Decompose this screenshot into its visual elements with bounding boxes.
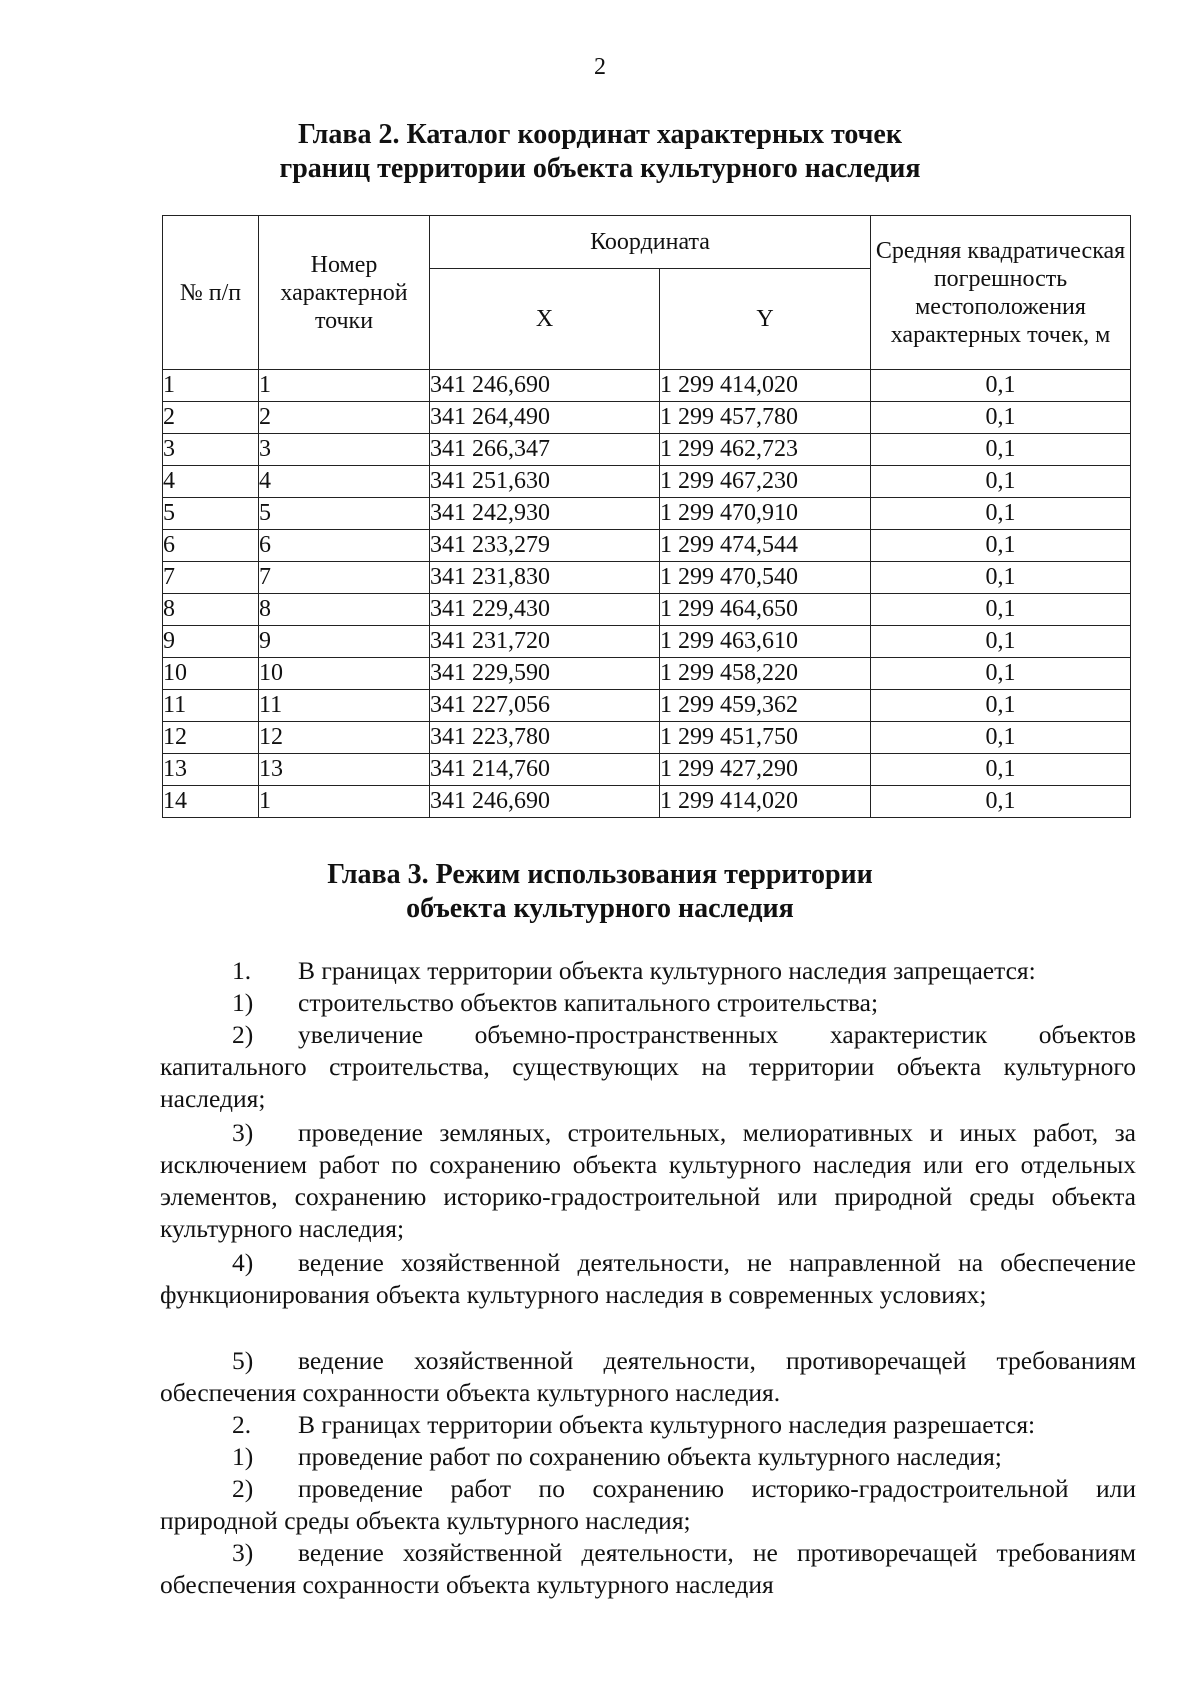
paragraph-1-2	[160, 1019, 1136, 1115]
paragraph-label: 2)	[232, 1474, 254, 1503]
cell-x: 341 214,760	[430, 754, 660, 786]
coordinates-table	[162, 215, 1131, 818]
cell-error: 0,1	[871, 658, 1131, 690]
paragraph-text: В границах территории объекта культурного наследия запрещается:	[298, 956, 1036, 985]
chapter-3-title	[0, 858, 1200, 926]
paragraph-2-3	[160, 1537, 1136, 1601]
header-y: Y	[660, 269, 871, 370]
cell-x: 341 246,690	[430, 370, 660, 402]
cell-y: 1 299 427,290	[660, 754, 871, 786]
cell-row-number: 7	[163, 562, 259, 594]
cell-point-number: 7	[259, 562, 430, 594]
table-row	[163, 754, 1131, 786]
cell-x: 341 231,720	[430, 626, 660, 658]
chapter-3-title-line-1: Глава 3. Режим использования территории	[327, 859, 873, 890]
cell-point-number: 13	[259, 754, 430, 786]
cell-point-number: 8	[259, 594, 430, 626]
cell-point-number: 2	[259, 402, 430, 434]
paragraph-label: 1)	[232, 1442, 254, 1471]
cell-row-number: 1	[163, 370, 259, 402]
table-row	[163, 786, 1131, 818]
cell-row-number: 12	[163, 722, 259, 754]
header-point-number: Номер характерной точки	[259, 216, 430, 370]
cell-row-number: 11	[163, 690, 259, 722]
cell-x: 341 264,490	[430, 402, 660, 434]
paragraph-1-5	[160, 1345, 1136, 1409]
cell-point-number: 4	[259, 466, 430, 498]
paragraph-text: ведение хозяйственной деятельности, противоречащей требованиям обеспечения сохранности объекта культурного наследия.	[160, 1346, 1136, 1407]
table-row	[163, 370, 1131, 402]
table-row	[163, 466, 1131, 498]
paragraph-2-1	[160, 1441, 1136, 1473]
cell-error: 0,1	[871, 466, 1131, 498]
cell-error: 0,1	[871, 722, 1131, 754]
cell-point-number: 11	[259, 690, 430, 722]
paragraph-text: ведение хозяйственной деятельности, не направленной на обеспечение функционирования объекта культурного наследия в современных условиях;	[160, 1248, 1136, 1309]
cell-y: 1 299 457,780	[660, 402, 871, 434]
paragraph-1-1	[160, 987, 1136, 1019]
table-row	[163, 690, 1131, 722]
paragraph-label: 2)	[232, 1020, 254, 1049]
cell-row-number: 4	[163, 466, 259, 498]
paragraph-label: 4)	[232, 1248, 254, 1277]
cell-x: 341 246,690	[430, 786, 660, 818]
cell-point-number: 5	[259, 498, 430, 530]
cell-row-number: 2	[163, 402, 259, 434]
cell-error: 0,1	[871, 434, 1131, 466]
paragraph-label: 2.	[232, 1410, 252, 1439]
cell-y: 1 299 414,020	[660, 786, 871, 818]
page-number: 2	[594, 54, 606, 80]
paragraph-text: проведение работ по сохранению объекта культурного наследия;	[298, 1442, 1002, 1471]
cell-row-number: 9	[163, 626, 259, 658]
chapter-2-title-line-1: Глава 2. Каталог координат характерных точек	[298, 119, 902, 150]
paragraph-2	[160, 1409, 1136, 1441]
cell-row-number: 10	[163, 658, 259, 690]
cell-x: 341 251,630	[430, 466, 660, 498]
cell-point-number: 3	[259, 434, 430, 466]
paragraph-text: строительство объектов капитального строительства;	[298, 988, 879, 1017]
table-row	[163, 562, 1131, 594]
cell-x: 341 223,780	[430, 722, 660, 754]
cell-row-number: 3	[163, 434, 259, 466]
cell-error: 0,1	[871, 370, 1131, 402]
table-row	[163, 594, 1131, 626]
cell-y: 1 299 470,540	[660, 562, 871, 594]
cell-error: 0,1	[871, 530, 1131, 562]
chapter-2-title-line-2: границ территории объекта культурного наследия	[279, 153, 921, 184]
table-row	[163, 498, 1131, 530]
chapter-3-title-line-2: объекта культурного наследия	[406, 893, 794, 924]
paragraph-label: 3)	[232, 1538, 254, 1567]
paragraph-1	[160, 955, 1136, 987]
paragraph-label: 5)	[232, 1346, 254, 1375]
cell-y: 1 299 459,362	[660, 690, 871, 722]
cell-x: 341 231,830	[430, 562, 660, 594]
paragraph-1-3	[160, 1117, 1136, 1245]
table-row	[163, 626, 1131, 658]
header-error: Средняя квадратическая погрешность местоположения характерных точек, м	[871, 216, 1131, 370]
cell-x: 341 242,930	[430, 498, 660, 530]
cell-y: 1 299 458,220	[660, 658, 871, 690]
paragraph-text: проведение работ по сохранению историко-градостроительной или природной среды объекта культурного наследия;	[160, 1474, 1136, 1535]
paragraph-text: проведение земляных, строительных, мелиоративных и иных работ, за исключением работ по сохранению объекта культурного наследия или его отдельных элементов, сохранению историко-градостроительной или природной среды объекта культурного наследия;	[160, 1118, 1136, 1243]
cell-y: 1 299 451,750	[660, 722, 871, 754]
table-row	[163, 658, 1131, 690]
cell-y: 1 299 474,544	[660, 530, 871, 562]
table-row	[163, 402, 1131, 434]
cell-error: 0,1	[871, 562, 1131, 594]
cell-row-number: 6	[163, 530, 259, 562]
cell-point-number: 10	[259, 658, 430, 690]
paragraph-1-4	[160, 1247, 1136, 1311]
cell-row-number: 8	[163, 594, 259, 626]
paragraph-text: В границах территории объекта культурного наследия разрешается:	[298, 1410, 1036, 1439]
paragraph-label: 3)	[232, 1118, 254, 1147]
cell-y: 1 299 467,230	[660, 466, 871, 498]
cell-error: 0,1	[871, 626, 1131, 658]
table-row	[163, 530, 1131, 562]
paragraph-label: 1)	[232, 988, 254, 1017]
table-row	[163, 722, 1131, 754]
cell-point-number: 9	[259, 626, 430, 658]
paragraph-label: 1.	[232, 956, 252, 985]
header-x: X	[430, 269, 660, 370]
cell-x: 341 229,430	[430, 594, 660, 626]
cell-row-number: 5	[163, 498, 259, 530]
cell-error: 0,1	[871, 594, 1131, 626]
chapter-2-title	[0, 118, 1200, 186]
cell-point-number: 6	[259, 530, 430, 562]
paragraph-text: увеличение объемно-пространственных характеристик объектов капитального строительства, существующих на территории объекта культурного наследия;	[160, 1020, 1136, 1113]
cell-x: 341 233,279	[430, 530, 660, 562]
cell-y: 1 299 470,910	[660, 498, 871, 530]
cell-y: 1 299 464,650	[660, 594, 871, 626]
cell-error: 0,1	[871, 786, 1131, 818]
cell-error: 0,1	[871, 498, 1131, 530]
paragraph-2-2	[160, 1473, 1136, 1537]
coordinates-table-body	[163, 370, 1131, 818]
cell-y: 1 299 414,020	[660, 370, 871, 402]
paragraph-text: ведение хозяйственной деятельности, не противоречащей требованиям обеспечения сохранности объекта культурного наследия	[160, 1538, 1136, 1599]
header-number: № п/п	[163, 216, 259, 370]
cell-error: 0,1	[871, 690, 1131, 722]
cell-point-number: 1	[259, 370, 430, 402]
cell-error: 0,1	[871, 754, 1131, 786]
cell-row-number: 14	[163, 786, 259, 818]
cell-point-number: 1	[259, 786, 430, 818]
header-coordinate: Координата	[430, 216, 871, 269]
table-row	[163, 434, 1131, 466]
cell-x: 341 227,056	[430, 690, 660, 722]
cell-y: 1 299 462,723	[660, 434, 871, 466]
cell-point-number: 12	[259, 722, 430, 754]
cell-x: 341 229,590	[430, 658, 660, 690]
cell-row-number: 13	[163, 754, 259, 786]
cell-y: 1 299 463,610	[660, 626, 871, 658]
cell-error: 0,1	[871, 402, 1131, 434]
cell-x: 341 266,347	[430, 434, 660, 466]
